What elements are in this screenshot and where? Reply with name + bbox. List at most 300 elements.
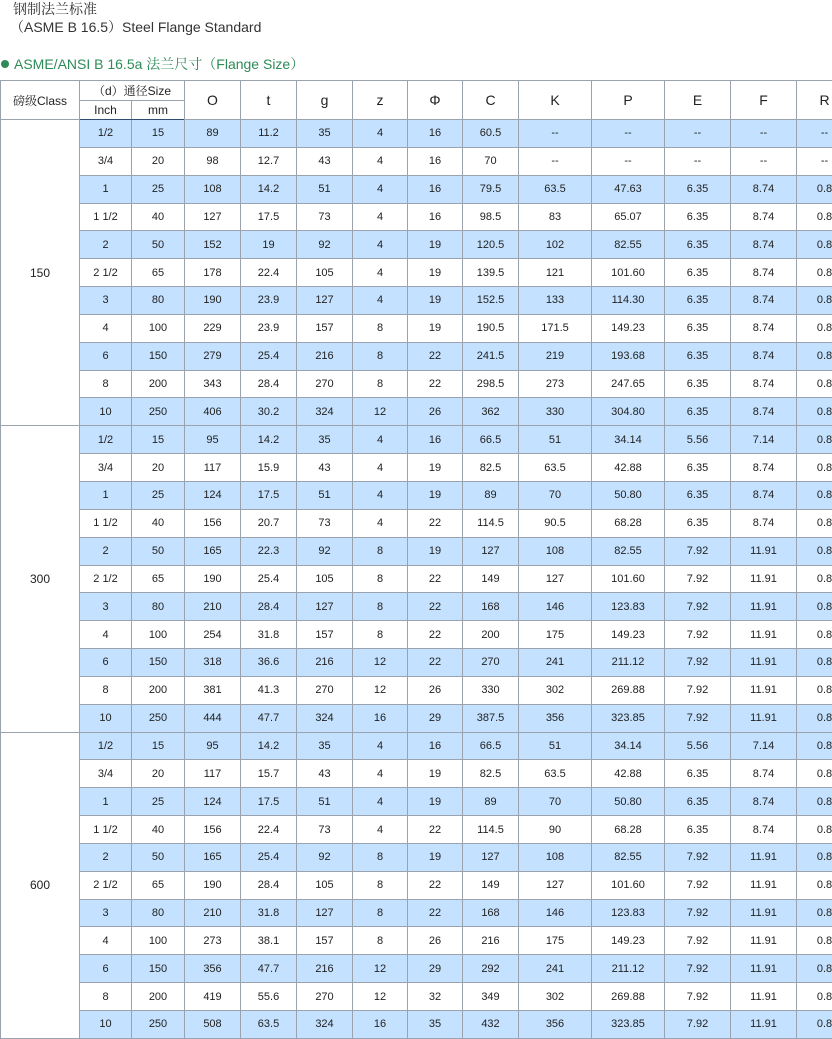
table-cell: 219 <box>519 342 592 370</box>
table-cell: 8.74 <box>731 175 797 203</box>
table-cell: 43 <box>297 760 353 788</box>
table-cell: 68.28 <box>592 509 665 537</box>
table-cell: -- <box>731 147 797 175</box>
table-cell: 356 <box>185 955 241 983</box>
mm-header: mm <box>132 101 185 120</box>
table-cell: 11.91 <box>731 593 797 621</box>
table-cell: 66.5 <box>463 426 519 454</box>
table-cell: 210 <box>185 593 241 621</box>
table-cell: 8 <box>353 565 408 593</box>
table-cell: 34.14 <box>592 426 665 454</box>
table-cell: 90 <box>519 816 592 844</box>
table-cell: 0.8 <box>797 231 832 259</box>
table-cell: 25.4 <box>241 843 297 871</box>
table-cell: 178 <box>185 259 241 287</box>
table-cell: 55.6 <box>241 983 297 1011</box>
table-cell: 6.35 <box>665 314 731 342</box>
table-cell: 229 <box>185 314 241 342</box>
table-cell: 92 <box>297 231 353 259</box>
table-row <box>1 593 832 621</box>
table-cell: 22 <box>408 816 463 844</box>
table-cell: 12.7 <box>241 147 297 175</box>
table-cell: 42.88 <box>592 760 665 788</box>
page-header <box>10 0 261 36</box>
table-cell: 193.68 <box>592 342 665 370</box>
table-row <box>1 983 832 1011</box>
table-cell: 19 <box>408 843 463 871</box>
table-cell: 241 <box>519 649 592 677</box>
table-cell: 0.8 <box>797 1011 832 1039</box>
table-cell: 6.35 <box>665 287 731 315</box>
table-cell: 11.91 <box>731 983 797 1011</box>
table-cell: 8.74 <box>731 231 797 259</box>
table-cell: 4 <box>353 287 408 315</box>
table-cell: 8 <box>80 370 132 398</box>
table-cell: 149 <box>463 565 519 593</box>
table-cell: 0.8 <box>797 259 832 287</box>
table-cell: 0.8 <box>797 398 832 426</box>
table-cell: 16 <box>408 426 463 454</box>
table-cell: 3 <box>80 593 132 621</box>
table-cell: 51 <box>297 481 353 509</box>
table-cell: 70 <box>519 788 592 816</box>
table-cell: 324 <box>297 1011 353 1039</box>
table-cell: 0.8 <box>797 983 832 1011</box>
table-cell: 330 <box>519 398 592 426</box>
table-cell: 25 <box>132 175 185 203</box>
table-cell: 127 <box>519 871 592 899</box>
table-cell: 6.35 <box>665 175 731 203</box>
table-row <box>1 175 832 203</box>
table-cell: 7.14 <box>731 732 797 760</box>
table-cell: 5.56 <box>665 732 731 760</box>
table-cell: 30.2 <box>241 398 297 426</box>
table-cell: 8 <box>353 899 408 927</box>
table-cell: -- <box>797 147 832 175</box>
table-cell: 101.60 <box>592 871 665 899</box>
table-cell: 4 <box>353 481 408 509</box>
table-cell: 211.12 <box>592 649 665 677</box>
table-cell: 8.74 <box>731 203 797 231</box>
table-cell: 241 <box>519 955 592 983</box>
table-cell: 16 <box>408 175 463 203</box>
table-cell: 4 <box>353 259 408 287</box>
table-cell: 14.2 <box>241 426 297 454</box>
table-cell: 11.91 <box>731 621 797 649</box>
table-cell: 102 <box>519 231 592 259</box>
table-cell: 82.5 <box>463 760 519 788</box>
table-cell: 23.9 <box>241 287 297 315</box>
table-cell: 15.9 <box>241 454 297 482</box>
table-cell: 43 <box>297 454 353 482</box>
table-cell: 123.83 <box>592 593 665 621</box>
table-cell: 324 <box>297 704 353 732</box>
class-header: 磅级Class <box>1 81 80 120</box>
table-cell: 22 <box>408 649 463 677</box>
table-cell: 15 <box>132 426 185 454</box>
table-cell: 6 <box>80 955 132 983</box>
table-cell: 0.8 <box>797 175 832 203</box>
table-cell: 157 <box>297 927 353 955</box>
col-header-O: O <box>185 81 241 120</box>
col-header-E: E <box>665 81 731 120</box>
table-cell: 11.91 <box>731 704 797 732</box>
table-cell: 200 <box>132 676 185 704</box>
table-cell: 0.8 <box>797 481 832 509</box>
table-cell: 43 <box>297 147 353 175</box>
table-cell: 7.92 <box>665 927 731 955</box>
table-cell: 0.8 <box>797 287 832 315</box>
table-cell: 190.5 <box>463 314 519 342</box>
table-cell: 6.35 <box>665 481 731 509</box>
table-row <box>1 621 832 649</box>
table-cell: 2 <box>80 231 132 259</box>
table-cell: 210 <box>185 899 241 927</box>
table-cell: 318 <box>185 649 241 677</box>
table-cell: 343 <box>185 370 241 398</box>
table-cell: 26 <box>408 927 463 955</box>
table-cell: 0.8 <box>797 955 832 983</box>
table-cell: 127 <box>297 593 353 621</box>
table-cell: 120.5 <box>463 231 519 259</box>
table-cell: 1 1/2 <box>80 509 132 537</box>
table-cell: 11.91 <box>731 899 797 927</box>
table-cell: 269.88 <box>592 983 665 1011</box>
table-cell: 35 <box>297 120 353 148</box>
table-cell: 11.91 <box>731 927 797 955</box>
table-cell: 6.35 <box>665 342 731 370</box>
table-cell: 8.74 <box>731 788 797 816</box>
table-cell: 273 <box>185 927 241 955</box>
table-cell: 25.4 <box>241 342 297 370</box>
table-cell: 269.88 <box>592 676 665 704</box>
table-cell: 4 <box>80 927 132 955</box>
table-cell: 4 <box>353 732 408 760</box>
table-cell: 22 <box>408 899 463 927</box>
table-cell: 8.74 <box>731 760 797 788</box>
table-cell: 216 <box>297 342 353 370</box>
table-cell: 8 <box>353 843 408 871</box>
table-cell: 149.23 <box>592 621 665 649</box>
table-cell: 175 <box>519 927 592 955</box>
table-cell: 26 <box>408 676 463 704</box>
table-cell: 2 1/2 <box>80 871 132 899</box>
table-cell: 1 <box>80 788 132 816</box>
table-cell: 270 <box>297 676 353 704</box>
page-title-en: （ASME B 16.5）Steel Flange Standard <box>10 19 262 35</box>
table-cell: 22 <box>408 370 463 398</box>
table-cell: 80 <box>132 899 185 927</box>
table-cell: 100 <box>132 927 185 955</box>
table-cell: 47.63 <box>592 175 665 203</box>
table-cell: 79.5 <box>463 175 519 203</box>
table-cell: 7.92 <box>665 899 731 927</box>
table-cell: 5.56 <box>665 426 731 454</box>
table-cell: 29 <box>408 955 463 983</box>
table-cell: 11.91 <box>731 843 797 871</box>
table-row <box>1 120 832 148</box>
table-cell: 63.5 <box>519 760 592 788</box>
table-cell: 29 <box>408 704 463 732</box>
table-row <box>1 843 832 871</box>
table-cell: 419 <box>185 983 241 1011</box>
table-cell: 51 <box>519 426 592 454</box>
table-cell: 31.8 <box>241 899 297 927</box>
table-row <box>1 342 832 370</box>
table-cell: 157 <box>297 621 353 649</box>
table-cell: 4 <box>80 314 132 342</box>
table-cell: 124 <box>185 481 241 509</box>
table-cell: 82.55 <box>592 843 665 871</box>
table-cell: 12 <box>353 676 408 704</box>
table-cell: 82.55 <box>592 537 665 565</box>
table-cell: 22.4 <box>241 259 297 287</box>
table-cell: 11.91 <box>731 537 797 565</box>
table-cell: 8 <box>353 927 408 955</box>
table-cell: 105 <box>297 565 353 593</box>
table-cell: 25 <box>132 481 185 509</box>
table-cell: 200 <box>132 370 185 398</box>
table-cell: 7.92 <box>665 593 731 621</box>
table-cell: 47.7 <box>241 955 297 983</box>
table-cell: 323.85 <box>592 1011 665 1039</box>
table-cell: 323.85 <box>592 704 665 732</box>
table-cell: 1 <box>80 175 132 203</box>
table-cell: 35 <box>297 732 353 760</box>
table-cell: 387.5 <box>463 704 519 732</box>
table-cell: 73 <box>297 509 353 537</box>
table-cell: 165 <box>185 537 241 565</box>
table-cell: 6 <box>80 342 132 370</box>
table-cell: 211.12 <box>592 955 665 983</box>
table-cell: 8 <box>353 871 408 899</box>
table-cell: 8.74 <box>731 816 797 844</box>
table-cell: 7.92 <box>665 843 731 871</box>
table-cell: 50.80 <box>592 788 665 816</box>
table-cell: 304.80 <box>592 398 665 426</box>
table-cell: 4 <box>353 426 408 454</box>
table-cell: 4 <box>353 816 408 844</box>
table-cell: 4 <box>353 147 408 175</box>
table-cell: 0.8 <box>797 649 832 677</box>
table-cell: 80 <box>132 287 185 315</box>
table-cell: 15.7 <box>241 760 297 788</box>
table-cell: 100 <box>132 621 185 649</box>
table-cell: -- <box>665 147 731 175</box>
table-cell: 6 <box>80 649 132 677</box>
table-cell: 114.5 <box>463 509 519 537</box>
table-cell: 0.8 <box>797 927 832 955</box>
table-cell: 6.35 <box>665 760 731 788</box>
table-cell: 25.4 <box>241 565 297 593</box>
col-header-C: C <box>463 81 519 120</box>
table-row <box>1 788 832 816</box>
table-cell: 11.91 <box>731 955 797 983</box>
section-title: ASME/ANSI B 16.5a 法兰尺寸（Flange Size） <box>14 56 305 72</box>
table-cell: 298.5 <box>463 370 519 398</box>
table-row <box>1 955 832 983</box>
table-cell: -- <box>592 147 665 175</box>
table-cell: 12 <box>353 955 408 983</box>
col-header-F: F <box>731 81 797 120</box>
table-cell: 330 <box>463 676 519 704</box>
table-cell: 3/4 <box>80 760 132 788</box>
table-cell: 149.23 <box>592 927 665 955</box>
table-cell: 83 <box>519 203 592 231</box>
table-cell: 3/4 <box>80 147 132 175</box>
table-cell: 38.1 <box>241 927 297 955</box>
col-header-P: P <box>592 81 665 120</box>
table-cell: 127 <box>463 843 519 871</box>
table-cell: 28.4 <box>241 370 297 398</box>
table-cell: 302 <box>519 983 592 1011</box>
table-cell: 92 <box>297 843 353 871</box>
table-cell: 23.9 <box>241 314 297 342</box>
table-cell: 121 <box>519 259 592 287</box>
table-cell: 10 <box>80 1011 132 1039</box>
inch-header: Inch <box>80 101 132 120</box>
table-cell: 16 <box>408 732 463 760</box>
table-cell: 150 <box>132 342 185 370</box>
table-cell: 50 <box>132 843 185 871</box>
table-row <box>1 287 832 315</box>
table-cell: 50.80 <box>592 481 665 509</box>
table-cell: 216 <box>297 955 353 983</box>
col-header-R: R <box>797 81 832 120</box>
class-cell: 150 <box>1 120 80 426</box>
table-cell: 0.8 <box>797 565 832 593</box>
table-cell: 0.8 <box>797 426 832 454</box>
table-cell: 247.65 <box>592 370 665 398</box>
table-cell: 65.07 <box>592 203 665 231</box>
table-cell: 19 <box>408 314 463 342</box>
table-cell: 175 <box>519 621 592 649</box>
table-cell: 156 <box>185 509 241 537</box>
table-cell: 0.8 <box>797 788 832 816</box>
table-cell: 12 <box>353 649 408 677</box>
table-cell: 20 <box>132 760 185 788</box>
table-cell: 63.5 <box>241 1011 297 1039</box>
table-cell: 51 <box>297 788 353 816</box>
table-cell: 241.5 <box>463 342 519 370</box>
table-cell: 89 <box>463 481 519 509</box>
table-cell: -- <box>797 120 832 148</box>
table-cell: -- <box>519 147 592 175</box>
table-cell: 6.35 <box>665 231 731 259</box>
table-cell: 8.74 <box>731 370 797 398</box>
table-cell: 114.5 <box>463 816 519 844</box>
table-cell: 1 1/2 <box>80 816 132 844</box>
table-cell: 8 <box>353 370 408 398</box>
table-cell: 20 <box>132 454 185 482</box>
table-cell: 22 <box>408 621 463 649</box>
table-cell: 165 <box>185 843 241 871</box>
table-cell: 157 <box>297 314 353 342</box>
table-cell: 4 <box>353 788 408 816</box>
bullet-dot-icon <box>1 60 9 68</box>
table-cell: 381 <box>185 676 241 704</box>
table-cell: 15 <box>132 120 185 148</box>
table-cell: 6.35 <box>665 259 731 287</box>
table-cell: 22 <box>408 509 463 537</box>
table-cell: 11.91 <box>731 871 797 899</box>
table-row <box>1 871 832 899</box>
table-cell: 8 <box>353 314 408 342</box>
page-title-cn: 钢制法兰标准 <box>13 1 97 17</box>
table-cell: 0.8 <box>797 537 832 565</box>
class-cell: 600 <box>1 732 80 1038</box>
table-cell: 25 <box>132 788 185 816</box>
table-cell: 105 <box>297 871 353 899</box>
table-row <box>1 370 832 398</box>
table-cell: 190 <box>185 287 241 315</box>
table-cell: 19 <box>408 760 463 788</box>
table-cell: 16 <box>408 203 463 231</box>
table-cell: 89 <box>185 120 241 148</box>
table-cell: 270 <box>297 370 353 398</box>
table-cell: 362 <box>463 398 519 426</box>
table-row <box>1 537 832 565</box>
table-cell: 216 <box>463 927 519 955</box>
table-cell: 7.92 <box>665 649 731 677</box>
table-cell: 7.92 <box>665 871 731 899</box>
table-cell: 6.35 <box>665 454 731 482</box>
table-cell: 16 <box>408 120 463 148</box>
table-cell: 20.7 <box>241 509 297 537</box>
table-cell: 19 <box>408 231 463 259</box>
table-cell: 8.74 <box>731 481 797 509</box>
table-cell: 19 <box>408 537 463 565</box>
table-cell: 152.5 <box>463 287 519 315</box>
table-row <box>1 231 832 259</box>
table-cell: 31.8 <box>241 621 297 649</box>
table-cell: 190 <box>185 565 241 593</box>
table-row <box>1 203 832 231</box>
table-cell: 73 <box>297 203 353 231</box>
table-cell: 28.4 <box>241 871 297 899</box>
table-cell: 8.74 <box>731 454 797 482</box>
table-cell: 51 <box>519 732 592 760</box>
table-cell: 16 <box>408 147 463 175</box>
table-cell: 292 <box>463 955 519 983</box>
table-cell: 8.74 <box>731 314 797 342</box>
table-cell: 0.8 <box>797 676 832 704</box>
table-body <box>1 120 832 1039</box>
table-cell: 41.3 <box>241 676 297 704</box>
table-row <box>1 454 832 482</box>
table-cell: 11.91 <box>731 565 797 593</box>
table-cell: 89 <box>463 788 519 816</box>
table-cell: 124 <box>185 788 241 816</box>
table-cell: 12 <box>353 398 408 426</box>
table-cell: 92 <box>297 537 353 565</box>
table-cell: 7.92 <box>665 537 731 565</box>
table-cell: 22.4 <box>241 816 297 844</box>
table-cell: 11.91 <box>731 1011 797 1039</box>
table-cell: 4 <box>353 454 408 482</box>
table-cell: 10 <box>80 398 132 426</box>
table-cell: 149 <box>463 871 519 899</box>
section-heading <box>0 54 304 74</box>
table-cell: 0.8 <box>797 342 832 370</box>
table-cell: 17.5 <box>241 788 297 816</box>
table-cell: 146 <box>519 593 592 621</box>
table-cell: 95 <box>185 732 241 760</box>
table-row <box>1 314 832 342</box>
table-cell: 8 <box>80 676 132 704</box>
table-cell: 250 <box>132 1011 185 1039</box>
table-cell: 139.5 <box>463 259 519 287</box>
